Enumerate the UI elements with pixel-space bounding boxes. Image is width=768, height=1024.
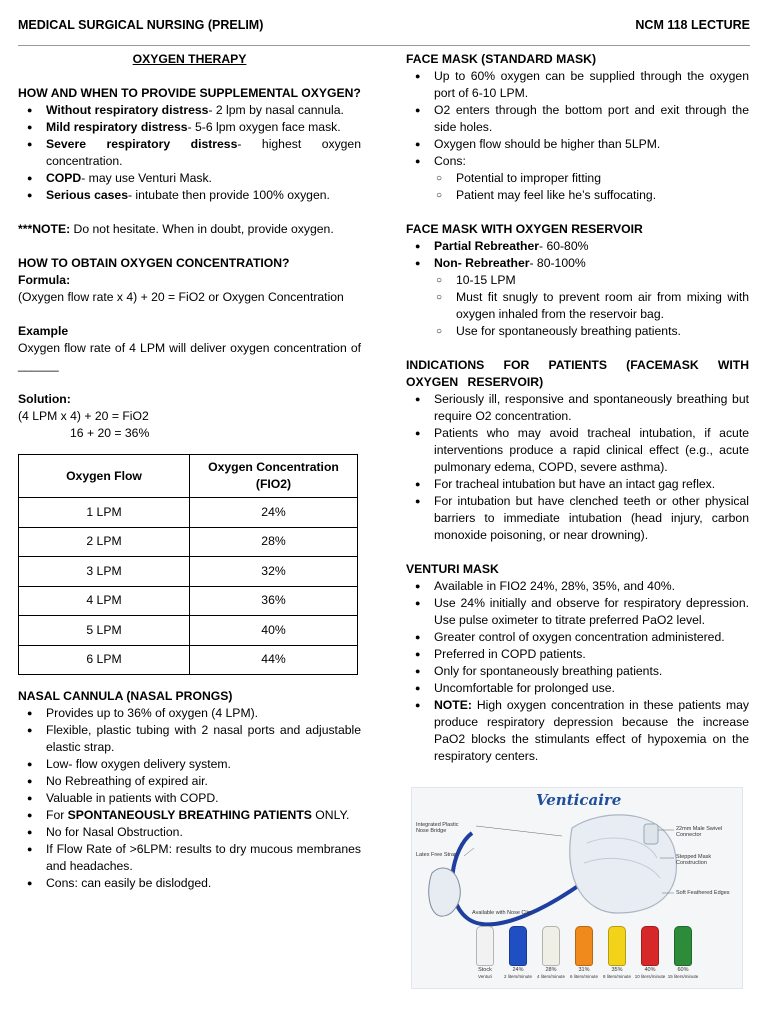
list-item: ● No for Nasal Obstruction. <box>18 824 361 841</box>
adapter-row <box>470 926 740 986</box>
table-cell: 24% <box>190 498 358 528</box>
table-cell: 2 LPM <box>19 527 190 557</box>
venturi-adapter <box>503 926 533 986</box>
example-label: Example <box>18 324 69 338</box>
list-item: ● Use 24% initially and observe for respiratory depression. Use pulse oximeter to titrate preferred PaO2 level. <box>406 595 749 629</box>
venturi-adapter <box>668 926 698 986</box>
brand-logo: Venticaire <box>536 791 622 809</box>
list-item: ○ Patient may feel like he’s suffocating. <box>406 187 749 204</box>
venturi-heading: VENTURI MASK <box>406 562 499 576</box>
list-item: ● Flexible, plastic tubing with 2 nasal ports and adjustable elastic strap. <box>18 722 361 756</box>
list-item: ● Valuable in patients with COPD. <box>18 790 361 807</box>
header-course: MEDICAL SURGICAL NURSING (PRELIM) <box>18 18 264 32</box>
face-mask-list <box>406 68 749 170</box>
adapter-sublabel: 10 liters/minute <box>634 974 666 979</box>
table-row <box>19 498 358 528</box>
table-cell: 28% <box>190 527 358 557</box>
formula-label: Formula: <box>18 273 71 287</box>
nasal-list <box>18 705 361 892</box>
label-stepped: Stepped Mask Construction <box>676 854 712 866</box>
list-item: ● For intubation but have clenched teeth or other physical barriers to immediate intubation (head injury, carbon monoxide poisoning, or near drowning). <box>406 493 749 544</box>
list-item: ● Partial Rebreather- 60-80% <box>406 238 749 255</box>
venturi-adapter <box>635 926 665 986</box>
list-item: ● Without respiratory distress- 2 lpm by nasal cannula. <box>18 102 361 119</box>
right-column <box>406 51 749 765</box>
list-item: ● Preferred in COPD patients. <box>406 646 749 663</box>
oxygen-table <box>18 454 358 675</box>
label-nose-bridge: Integrated Plastic Nose Bridge <box>416 822 459 834</box>
swivel-connector-shape <box>644 824 658 844</box>
list-item: ○ Potential to improper fitting <box>406 170 749 187</box>
solution-line-2: 16 + 20 = 36% <box>70 426 150 440</box>
adapter-body <box>509 926 527 966</box>
adapter-label: Stock <box>478 967 492 973</box>
table-cell: 5 LPM <box>19 616 190 646</box>
list-item: ● Available in FIO2 24%, 28%, 35%, and 40%. <box>406 578 749 595</box>
list-item: ● Provides up to 36% of oxygen (4 LPM). <box>18 705 361 722</box>
list-item: ● Only for spontaneously breathing patients. <box>406 663 749 680</box>
venturi-list <box>406 578 749 765</box>
table-row <box>19 616 358 646</box>
table-row <box>19 527 358 557</box>
table-cell: 1 LPM <box>19 498 190 528</box>
adapter-body <box>542 926 560 966</box>
indications-list <box>406 391 749 544</box>
reservoir-list <box>406 238 749 272</box>
adapter-label: 60% <box>677 967 689 973</box>
table-cell: 36% <box>190 586 358 616</box>
label-nose-clip: Available with Nose Clip <box>472 910 531 916</box>
table-row <box>19 586 358 616</box>
venturi-mask-figure <box>411 787 743 989</box>
nose-clip-inset <box>429 868 461 916</box>
table-header-flow: Oxygen Flow <box>19 455 190 498</box>
leader-line <box>476 826 562 836</box>
adapter-body <box>608 926 626 966</box>
venturi-adapter <box>536 926 566 986</box>
list-item: ● Cons: <box>406 153 749 170</box>
table-cell: 40% <box>190 616 358 646</box>
list-item: ● Severe respiratory distress- highest oxygen concentration. <box>18 136 361 170</box>
adapter-label: 31% <box>578 967 590 973</box>
example-text: Oxygen flow rate of 4 LPM will deliver oxygen concentration of ______ <box>18 341 361 372</box>
list-item: ● For tracheal intubation but have an intact gag reflex. <box>406 476 749 493</box>
header-code: NCM 118 LECTURE <box>635 18 750 32</box>
reservoir-sub-list <box>406 272 749 340</box>
adapter-body <box>575 926 593 966</box>
table-header-conc: Oxygen Concentration (FIO2) <box>190 455 358 498</box>
list-item: ● No Rebreathing of expired air. <box>18 773 361 790</box>
list-item: ● O2 enters through the bottom port and exit through the side holes. <box>406 102 749 136</box>
list-item: ● Patients who may avoid tracheal intubation, if acute interventions produce a rapid clinical effect (e.g., acute pulmonary edema, COPD, severe asthma). <box>406 425 749 476</box>
list-item: ● Seriously ill, responsive and spontaneously breathing but require O2 concentration. <box>406 391 749 425</box>
reservoir-heading: FACE MASK WITH OXYGEN RESERVOIR <box>406 222 643 236</box>
table-cell: 6 LPM <box>19 645 190 675</box>
adapter-label: 24% <box>512 967 524 973</box>
adapter-sublabel: 2 liters/minute <box>503 974 532 979</box>
list-item: ○ Use for spontaneously breathing patients. <box>406 323 749 340</box>
list-item: ● Greater control of oxygen concentration administered. <box>406 629 749 646</box>
table-row <box>19 557 358 587</box>
adapter-sublabel: 8 liters/minute <box>602 974 631 979</box>
adapter-label: 35% <box>611 967 623 973</box>
label-swivel: 22mm Male Swivel Connector <box>676 826 723 838</box>
note-line: ***NOTE: Do not hesitate. When in doubt, provide oxygen. <box>18 222 334 236</box>
label-edges: Soft Feathered Edges <box>676 890 730 896</box>
left-column <box>18 51 361 892</box>
adapter-body <box>476 926 494 966</box>
how-when-list <box>18 102 361 204</box>
face-mask-heading: FACE MASK (STANDARD MASK) <box>406 52 597 66</box>
list-item: ● Low- flow oxygen delivery system. <box>18 756 361 773</box>
table-row <box>19 645 358 675</box>
list-item: ● For SPONTANEOUSLY BREATHING PATIENTS ONLY. <box>18 807 361 824</box>
adapter-body <box>674 926 692 966</box>
list-item: ● NOTE: High oxygen concentration in these patients may produce respiratory depression because the increase PaO2 blocks the stimulants effect of hypoxemia on the respiratory centers. <box>406 697 749 765</box>
venturi-adapter <box>470 926 500 986</box>
how-when-heading: HOW AND WHEN TO PROVIDE SUPPLEMENTAL OXYGEN? <box>18 86 361 100</box>
formula-text: (Oxygen flow rate x 4) + 20 = FiO2 or Oxygen Concentration <box>18 290 344 304</box>
table-header-row <box>19 455 358 498</box>
list-item: ● If Flow Rate of >6LPM: results to dry mucous membranes and headaches. <box>18 841 361 875</box>
nasal-heading: NASAL CANNULA (NASAL PRONGS) <box>18 689 233 703</box>
page-header <box>18 17 750 37</box>
solution-label: Solution: <box>18 392 71 406</box>
list-item: ○ 10-15 LPM <box>406 272 749 289</box>
table-cell: 44% <box>190 645 358 675</box>
list-item: ● Mild respiratory distress- 5-6 lpm oxygen face mask. <box>18 119 361 136</box>
list-item: ● Uncomfortable for prolonged use. <box>406 680 749 697</box>
adapter-label: 40% <box>644 967 656 973</box>
adapter-label: 28% <box>545 967 557 973</box>
solution-line-1: (4 LPM x 4) + 20 = FiO2 <box>18 409 149 423</box>
list-item: ● Oxygen flow should be higher than 5LPM. <box>406 136 749 153</box>
page-title: OXYGEN THERAPY <box>132 52 247 66</box>
list-item: ● COPD- may use Venturi Mask. <box>18 170 361 187</box>
list-item: ○ Must fit snugly to prevent room air from mixing with oxygen inhaled from the reservoir bag. <box>406 289 749 323</box>
table-cell: 32% <box>190 557 358 587</box>
label-strap: Latex Free Strap <box>416 852 457 858</box>
table-cell: 3 LPM <box>19 557 190 587</box>
indications-heading: INDICATIONS FOR PATIENTS (FACEMASK WITH OXYGEN RESERVOIR) <box>406 358 749 389</box>
table-cell: 4 LPM <box>19 586 190 616</box>
adapter-sublabel: Venturi <box>477 974 492 979</box>
header-divider <box>18 45 750 46</box>
adapter-sublabel: 4 liters/minute <box>536 974 565 979</box>
adapter-sublabel: 6 liters/minute <box>569 974 598 979</box>
list-item: ● Up to 60% oxygen can be supplied through the oxygen port of 6-10 LPM. <box>406 68 749 102</box>
list-item: ● Cons: can easily be dislodged. <box>18 875 361 892</box>
list-item: ● Serious cases- intubate then provide 100% oxygen. <box>18 187 361 204</box>
list-item: ● Non- Rebreather- 80-100% <box>406 255 749 272</box>
mask-body <box>570 815 677 913</box>
venturi-adapter <box>602 926 632 986</box>
obtain-heading: HOW TO OBTAIN OXYGEN CONCENTRATION? <box>18 256 290 270</box>
adapter-body <box>641 926 659 966</box>
face-mask-cons-list <box>406 170 749 204</box>
adapter-sublabel: 15 liters/minute <box>667 974 699 979</box>
venturi-adapter <box>569 926 599 986</box>
